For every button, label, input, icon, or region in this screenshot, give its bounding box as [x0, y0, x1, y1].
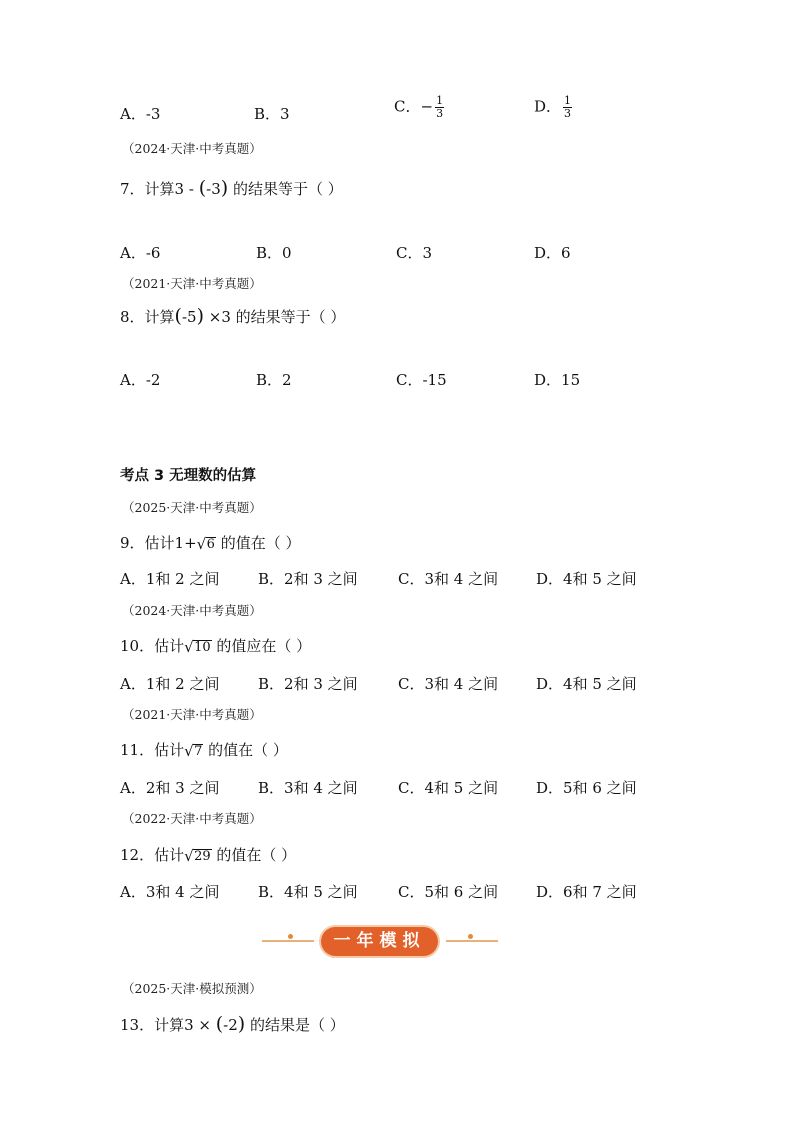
q7-option-d: D．6 — [534, 244, 571, 262]
q10-option-b: B．2和 3 之间 — [258, 675, 358, 693]
q9-option-a: A．1和 2 之间 — [120, 570, 220, 588]
q6-option-c-label: C． — [394, 97, 421, 116]
question-10-prefix: 10．估计 — [120, 637, 185, 655]
section-heading: 考点 3 无理数的估算 — [120, 468, 257, 484]
question-8-suffix: ×3 的结果等于（ ） — [204, 308, 346, 326]
radicand: 10 — [194, 640, 211, 655]
question-10 — [120, 635, 311, 656]
source-tag: （2025·天津·模拟预测） — [122, 981, 262, 996]
q11-option-b: B．3和 4 之间 — [258, 779, 358, 797]
q7-option-b: B．0 — [256, 244, 292, 262]
radical-sign-icon: √ — [196, 535, 207, 553]
sqrt-expression — [184, 744, 203, 759]
q6-option-d-fraction — [563, 95, 572, 120]
source-tag: （2021·天津·中考真题） — [122, 276, 262, 291]
q8-option-a: A．-2 — [120, 371, 161, 389]
banner-title: 一年模拟 — [333, 931, 426, 951]
paren-close: ) — [196, 305, 205, 327]
question-11-suffix: 的值在（ ） — [203, 741, 288, 759]
q11-option-d: D．5和 6 之间 — [536, 779, 637, 797]
q11-option-a: A．2和 3 之间 — [120, 779, 220, 797]
source-tag: （2021·天津·中考真题） — [122, 707, 262, 722]
q9-option-d: D．4和 5 之间 — [536, 570, 637, 588]
question-11-prefix: 11．估计 — [120, 741, 185, 759]
question-7-suffix: 的结果等于（ ） — [228, 180, 343, 198]
question-9-prefix: 9．估计1+ — [120, 534, 197, 552]
fraction-denominator: 3 — [564, 107, 572, 120]
question-9-suffix: 的值在（ ） — [215, 534, 301, 552]
q6-option-b: B．3 — [254, 105, 290, 123]
banner-line-left — [262, 940, 314, 942]
q9-option-c: C．3和 4 之间 — [398, 570, 499, 588]
question-9 — [120, 532, 300, 553]
question-12-suffix: 的值在（ ） — [211, 846, 297, 864]
q6-option-d-label: D． — [534, 97, 562, 116]
paren-close: ) — [220, 177, 229, 199]
q8-option-b: B．2 — [256, 371, 292, 389]
question-13-suffix: 的结果是（ ） — [245, 1016, 345, 1034]
q6-option-c-sign: − — [420, 97, 434, 116]
paren-open: ( — [174, 305, 182, 327]
q11-option-c: C．4和 5 之间 — [398, 779, 499, 797]
q12-option-d: D．6和 7 之间 — [536, 883, 637, 901]
question-7 — [120, 177, 343, 199]
q9-option-b: B．2和 3 之间 — [258, 570, 358, 588]
source-tag: （2025·天津·中考真题） — [122, 500, 262, 515]
radical-sign-icon: √ — [184, 638, 194, 656]
q8-option-c: C．-15 — [396, 371, 447, 389]
question-13-inner: -2 — [223, 1016, 238, 1034]
banner-ornament-right-icon — [468, 934, 473, 939]
q12-option-b: B．4和 5 之间 — [258, 883, 358, 901]
q7-option-c: C．3 — [396, 244, 433, 262]
question-11 — [120, 739, 288, 760]
q6-option-d — [534, 95, 572, 120]
question-8-prefix: 8．计算 — [120, 308, 175, 326]
q10-option-d: D．4和 5 之间 — [536, 675, 637, 693]
radicand: 6 — [206, 537, 215, 552]
radical-sign-icon: √ — [184, 847, 194, 865]
q12-option-a: A．3和 4 之间 — [120, 883, 220, 901]
source-tag: （2024·天津·中考真题） — [122, 141, 262, 156]
fraction-denominator: 3 — [436, 107, 444, 120]
fraction-numerator: 1 — [564, 94, 572, 107]
question-12 — [120, 844, 296, 865]
banner-line-right — [446, 940, 498, 942]
question-7-prefix: 7．计算3 - — [120, 180, 199, 198]
banner-ornament-left-icon — [288, 934, 293, 939]
q12-option-c: C．5和 6 之间 — [398, 883, 499, 901]
question-8 — [120, 305, 345, 327]
q6-option-a: A．-3 — [120, 105, 161, 123]
question-12-prefix: 12．估计 — [120, 846, 185, 864]
paren-open: ( — [198, 177, 207, 199]
radical-sign-icon: √ — [184, 742, 194, 760]
q7-option-a: A．-6 — [120, 244, 161, 262]
paren-open: ( — [215, 1013, 224, 1035]
sqrt-expression — [184, 849, 212, 864]
sqrt-expression — [197, 537, 216, 552]
question-8-inner: -5 — [181, 308, 197, 326]
question-13 — [120, 1013, 345, 1035]
radicand: 7 — [194, 744, 203, 759]
sqrt-expression — [184, 640, 212, 655]
question-10-suffix: 的值应在（ ） — [211, 637, 312, 655]
paren-close: ) — [237, 1013, 246, 1035]
fraction-numerator: 1 — [436, 94, 444, 107]
question-7-inner: -3 — [206, 180, 221, 198]
source-tag: （2024·天津·中考真题） — [122, 603, 262, 618]
q6-option-c-fraction — [435, 95, 444, 120]
q10-option-a: A．1和 2 之间 — [120, 675, 220, 693]
radicand: 29 — [194, 849, 211, 864]
question-13-prefix: 13．计算3 × — [120, 1016, 216, 1034]
q6-option-c — [394, 95, 444, 120]
q8-option-d: D．15 — [534, 371, 581, 389]
q10-option-c: C．3和 4 之间 — [398, 675, 499, 693]
source-tag: （2022·天津·中考真题） — [122, 811, 262, 826]
